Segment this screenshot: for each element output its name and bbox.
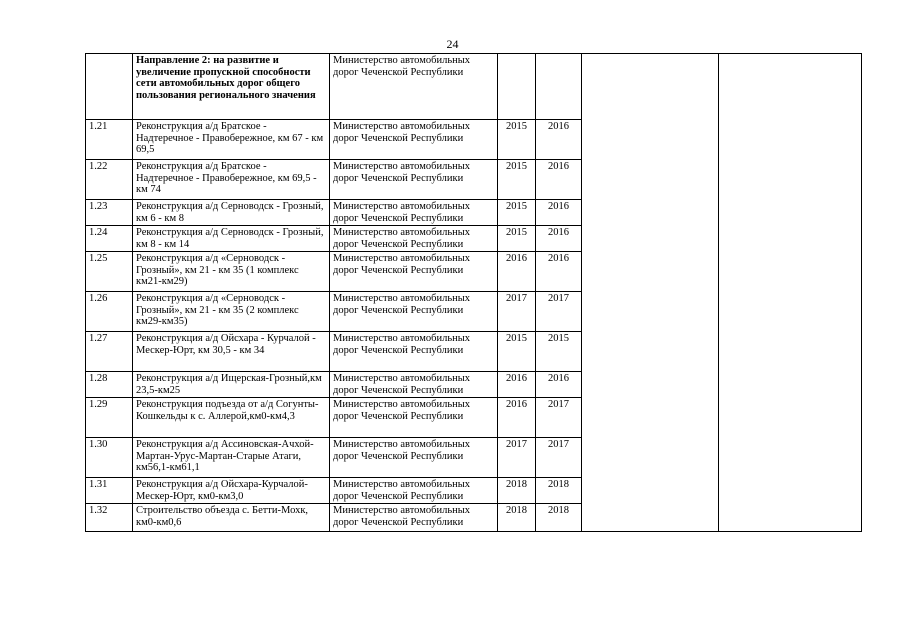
end-year: 2018 bbox=[536, 478, 582, 504]
start-year: 2017 bbox=[498, 292, 536, 332]
direction-end-cell bbox=[536, 54, 582, 120]
end-year: 2017 bbox=[536, 438, 582, 478]
executor: Министерство автомобильных дорог Чеченской Республики bbox=[330, 120, 498, 160]
executor: Министерство автомобильных дорог Чеченской Республики bbox=[330, 200, 498, 226]
row-number: 1.29 bbox=[86, 398, 133, 438]
start-year: 2018 bbox=[498, 504, 536, 532]
executor: Министерство автомобильных дорог Чеченской Республики bbox=[330, 252, 498, 292]
project-name: Реконструкция а/д «Серноводск - Грозный», км 21 - км 35 (1 комплекс км21-км29) bbox=[133, 252, 330, 292]
start-year: 2015 bbox=[498, 120, 536, 160]
end-year: 2015 bbox=[536, 332, 582, 372]
project-name: Реконструкция а/д Братское - Надтеречное - Правобережное, км 67 - км 69,5 bbox=[133, 120, 330, 160]
row-number: 1.24 bbox=[86, 226, 133, 252]
end-year: 2017 bbox=[536, 398, 582, 438]
start-year: 2015 bbox=[498, 332, 536, 372]
row-number: 1.27 bbox=[86, 332, 133, 372]
direction-num-cell bbox=[86, 54, 133, 120]
end-year: 2017 bbox=[536, 292, 582, 332]
executor: Министерство автомобильных дорог Чеченской Республики bbox=[330, 160, 498, 200]
row-number: 1.30 bbox=[86, 438, 133, 478]
row-number: 1.31 bbox=[86, 478, 133, 504]
row-number: 1.25 bbox=[86, 252, 133, 292]
project-name: Строительство объезда с. Бетти-Мохк, км0-км0,6 bbox=[133, 504, 330, 532]
row-number: 1.26 bbox=[86, 292, 133, 332]
start-year: 2015 bbox=[498, 226, 536, 252]
indicator-cell bbox=[582, 54, 719, 532]
executor: Министерство автомобильных дорог Чеченской Республики bbox=[330, 478, 498, 504]
end-year: 2016 bbox=[536, 200, 582, 226]
executor: Министерство автомобильных дорог Чеченской Республики bbox=[330, 438, 498, 478]
start-year: 2015 bbox=[498, 160, 536, 200]
end-year: 2016 bbox=[536, 120, 582, 160]
row-number: 1.32 bbox=[86, 504, 133, 532]
executor: Министерство автомобильных дорог Чеченской Республики bbox=[330, 226, 498, 252]
end-year: 2016 bbox=[536, 226, 582, 252]
project-name: Реконструкция а/д Ойсхара-Курчалой-Мескер-Юрт, км0-км3,0 bbox=[133, 478, 330, 504]
project-name: Реконструкция а/д Ойсхара - Курчалой - Мескер-Юрт, км 30,5 - км 34 bbox=[133, 332, 330, 372]
start-year: 2016 bbox=[498, 372, 536, 398]
project-name: Реконструкция а/д Братское - Надтеречное - Правобережное, км 69,5 - км 74 bbox=[133, 160, 330, 200]
project-name: Реконструкция а/д Ассиновская-Ачхой-Мартан-Урус-Мартан-Старые Атаги, км56,1-км61,1 bbox=[133, 438, 330, 478]
project-name: Реконструкция а/д Серноводск - Грозный, км 8 - км 14 bbox=[133, 226, 330, 252]
project-name: Реконструкция а/д Ищерская-Грозный,км 23,5-км25 bbox=[133, 372, 330, 398]
row-number: 1.28 bbox=[86, 372, 133, 398]
end-year: 2016 bbox=[536, 252, 582, 292]
start-year: 2016 bbox=[498, 252, 536, 292]
project-name: Реконструкция подъезда от а/д Согунты-Кошкельды к с. Аллерой,км0-км4,3 bbox=[133, 398, 330, 438]
executor: Министерство автомобильных дорог Чеченской Республики bbox=[330, 372, 498, 398]
end-year: 2016 bbox=[536, 160, 582, 200]
direction-row bbox=[86, 54, 862, 120]
project-name: Реконструкция а/д Серноводск - Грозный, км 6 - км 8 bbox=[133, 200, 330, 226]
start-year: 2016 bbox=[498, 398, 536, 438]
start-year: 2018 bbox=[498, 478, 536, 504]
executor: Министерство автомобильных дорог Чеченской Республики bbox=[330, 398, 498, 438]
executor: Министерство автомобильных дорог Чеченской Республики bbox=[330, 332, 498, 372]
end-year: 2016 bbox=[536, 372, 582, 398]
project-name: Реконструкция а/д «Серноводск - Грозный», км 21 - км 35 (2 комплекс км29-км35) bbox=[133, 292, 330, 332]
direction-start-cell bbox=[498, 54, 536, 120]
direction-executor: Министерство автомобильных дорог Чеченской Республики bbox=[330, 54, 498, 120]
row-number: 1.23 bbox=[86, 200, 133, 226]
start-year: 2017 bbox=[498, 438, 536, 478]
direction-title: Направление 2: на развитие и увеличение пропускной способности сети автомобильных дорог общего пользования регионального значения bbox=[133, 54, 330, 120]
executor: Министерство автомобильных дорог Чеченской Республики bbox=[330, 504, 498, 532]
end-year: 2018 bbox=[536, 504, 582, 532]
page-number: 24 bbox=[446, 37, 459, 51]
start-year: 2015 bbox=[498, 200, 536, 226]
program-table bbox=[85, 53, 862, 532]
executor: Министерство автомобильных дорог Чеченской Республики bbox=[330, 292, 498, 332]
row-number: 1.21 bbox=[86, 120, 133, 160]
row-number: 1.22 bbox=[86, 160, 133, 200]
result-cell bbox=[719, 54, 862, 532]
